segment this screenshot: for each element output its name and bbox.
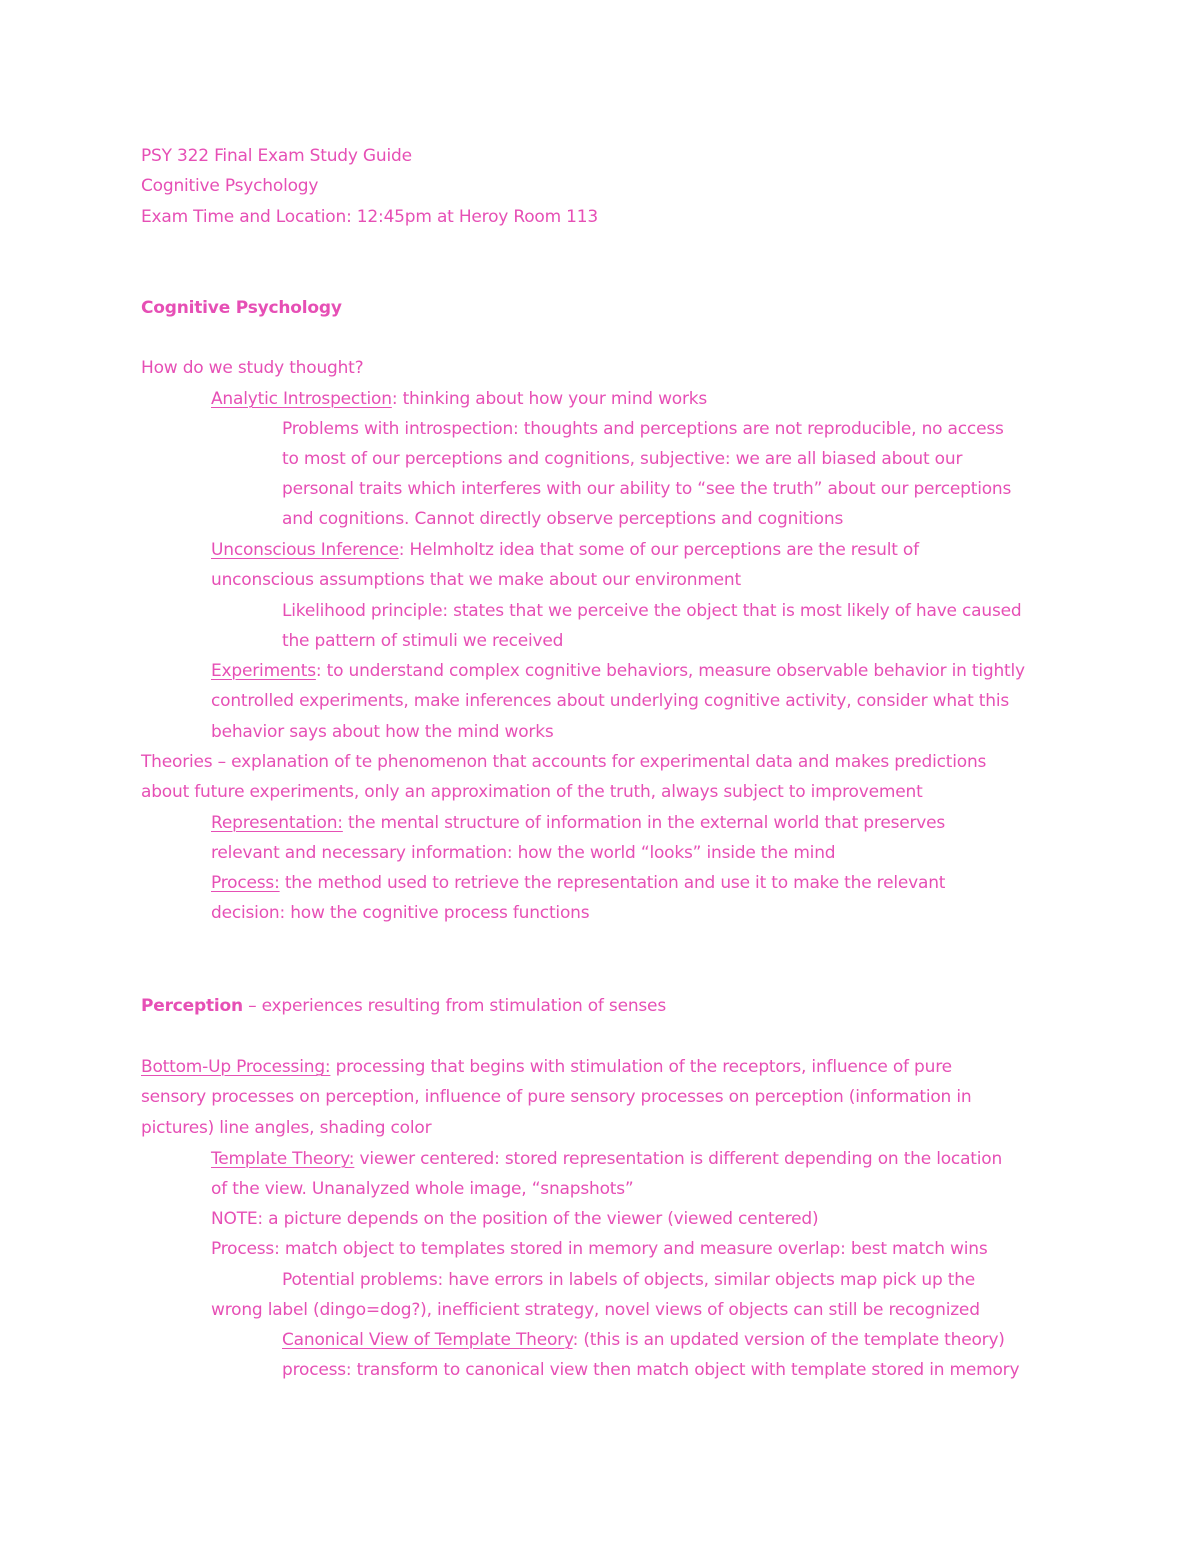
note-line: NOTE: a picture depends on the position of the viewer (viewed centered) [211, 1209, 819, 1229]
introspection-problems-line-1: Problems with introspection: thoughts and perceptions are not reproducible, no access [282, 419, 1004, 439]
unconscious-inference-line [211, 539, 919, 561]
perception-heading-line [141, 995, 666, 1017]
theories-line-2: about future experiments, only an approximation of the truth, always subject to improvement [141, 782, 923, 802]
representation-line [211, 812, 945, 834]
template-theory-def: viewer centered: stored representation is different depending on the location [354, 1149, 1003, 1169]
analytic-introspection-line [211, 388, 707, 410]
unconscious-inference-line-2: unconscious assumptions that we make about our environment [211, 570, 741, 590]
experiments-def: : to understand complex cognitive behaviors, measure observable behavior in tightly [315, 661, 1025, 681]
canonical-view-def: : (this is an updated version of the template theory) [572, 1330, 1005, 1350]
process-line-2: decision: how the cognitive process functions [211, 903, 590, 923]
template-theory-line-2: of the view. Unanalyzed whole image, “snapshots” [211, 1179, 634, 1199]
bottom-up-line-2: sensory processes on perception, influence of pure sensory processes on perception (information in [141, 1087, 972, 1107]
unconscious-inference-def: : Helmholtz idea that some of our perceptions are the result of [398, 540, 919, 560]
introspection-problems-line-3: personal traits which interferes with our ability to “see the truth” about our perceptions [282, 479, 1012, 499]
bottom-up-line-3: pictures) line angles, shading color [141, 1118, 432, 1138]
potential-problems-line-1: Potential problems: have errors in labels of objects, similar objects map pick up the [282, 1270, 976, 1290]
likelihood-principle-line-2: the pattern of stimuli we received [282, 631, 564, 651]
bottom-up-line [141, 1056, 952, 1078]
representation-def: the mental structure of information in the external world that preserves [342, 813, 946, 833]
canonical-view-term: Canonical View of Template Theory [282, 1330, 573, 1350]
canonical-process-line: process: transform to canonical view then match object with template stored in memory [282, 1360, 1020, 1380]
canonical-view-line [282, 1329, 1005, 1351]
study-question: How do we study thought? [141, 358, 364, 378]
theories-line-1: Theories – explanation of te phenomenon that accounts for experimental data and makes predictions [141, 752, 987, 772]
course-title: PSY 322 Final Exam Study Guide [141, 146, 412, 166]
experiments-line-3: behavior says about how the mind works [211, 722, 554, 742]
introspection-problems-line-2: to most of our perceptions and cognitions, subjective: we are all biased about our [282, 449, 963, 469]
perception-heading-def: – experiences resulting from stimulation of senses [242, 996, 666, 1016]
process-line [211, 872, 945, 894]
template-theory-term: Template Theory: [211, 1149, 355, 1169]
exam-info-line: Exam Time and Location: 12:45pm at Heroy Room 113 [141, 207, 599, 227]
analytic-introspection-def: : thinking about how your mind works [391, 389, 708, 409]
process-term: Process: [211, 873, 280, 893]
template-theory-line [211, 1148, 1002, 1170]
representation-line-2: relevant and necessary information: how the world “looks” inside the mind [211, 843, 836, 863]
process-def: the method used to retrieve the representation and use it to make the relevant [279, 873, 946, 893]
experiments-line-2: controlled experiments, make inferences about underlying cognitive activity, consider what this [211, 691, 1010, 711]
potential-problems-line-2: wrong label (dingo=dog?), inefficient strategy, novel views of objects can still be recognized [211, 1300, 980, 1320]
analytic-introspection-term: Analytic Introspection [211, 389, 392, 409]
bottom-up-term: Bottom-Up Processing: [141, 1057, 331, 1077]
representation-term: Representation: [211, 813, 343, 833]
subject-line: Cognitive Psychology [141, 176, 319, 196]
introspection-problems-line-4: and cognitions. Cannot directly observe perceptions and cognitions [282, 509, 844, 529]
section-heading-cognitive: Cognitive Psychology [141, 298, 342, 318]
bottom-up-def: processing that begins with stimulation of the receptors, influence of pure [330, 1057, 952, 1077]
unconscious-inference-term: Unconscious Inference [211, 540, 399, 560]
experiments-line [211, 660, 1025, 682]
experiments-term: Experiments [211, 661, 316, 681]
template-process-line: Process: match object to templates stored in memory and measure overlap: best match wins [211, 1239, 988, 1259]
section-heading-perception: Perception [141, 996, 243, 1016]
likelihood-principle-line-1: Likelihood principle: states that we perceive the object that is most likely of have caused [282, 601, 1022, 621]
